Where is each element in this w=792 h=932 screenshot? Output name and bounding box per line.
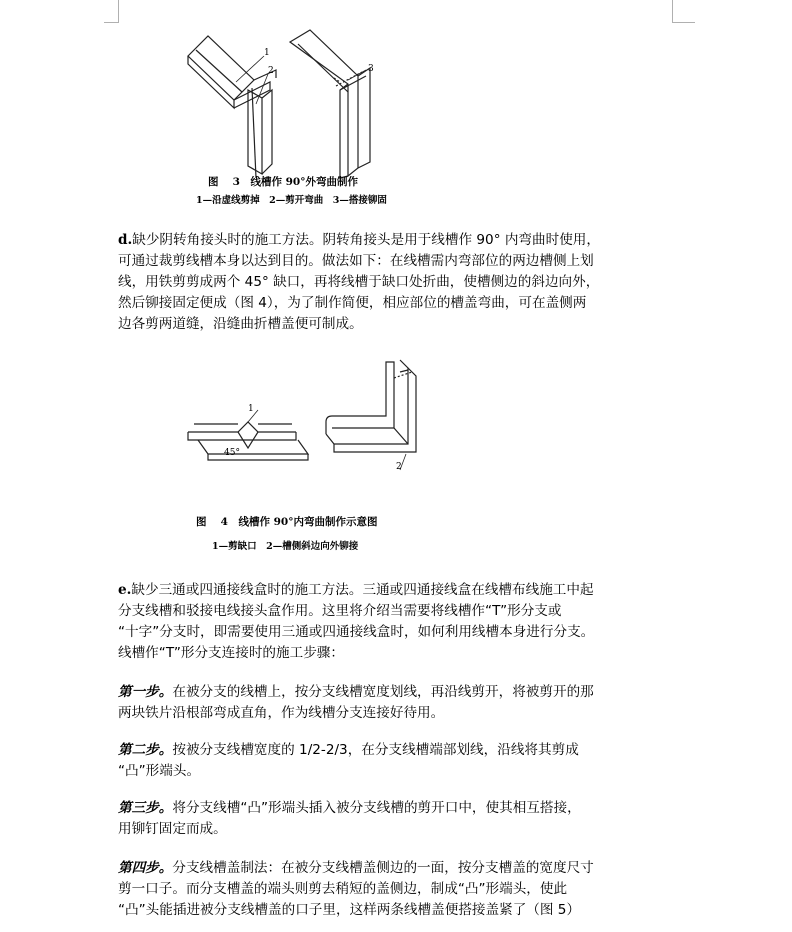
step-4-label: 第四步。 bbox=[118, 860, 173, 876]
step-line: 第二步。按被分支线槽宽度的 1/2-2/3，在分支线槽端部划线，沿线将其剪成 bbox=[118, 742, 579, 758]
figure-3 bbox=[180, 28, 410, 198]
section-e-lead: e. bbox=[118, 582, 132, 598]
section-e-line: e.缺少三通或四通接线盒时的施工方法。三通或四通接线盒在线槽布线施工中起 bbox=[118, 582, 594, 598]
section-d-line: 线，用铁剪剪成两个 45° 缺口，再将线槽于缺口处折曲，使槽侧边的斜边向外， bbox=[118, 274, 600, 290]
step-2-label: 第二步。 bbox=[118, 742, 173, 758]
step-line: 第三步。将分支线槽“凸”形端头插入被分支线槽的剪开口中，使其相互搭接， bbox=[118, 800, 581, 816]
figure-4-callout-angle: 45° bbox=[224, 448, 240, 458]
step-3-label: 第三步。 bbox=[118, 800, 173, 816]
section-e-line: 线槽作“T”形分支连接时的施工步骤： bbox=[118, 645, 344, 661]
step-line: 用铆钉固定而成。 bbox=[118, 821, 227, 837]
step-4-paragraph bbox=[118, 858, 678, 921]
figure-4-caption-title: 图 4 线槽作 90°内弯曲制作示意图 bbox=[196, 516, 378, 528]
step-1-label: 第一步。 bbox=[118, 684, 173, 700]
step-1-paragraph bbox=[118, 682, 678, 724]
step-2-paragraph bbox=[118, 740, 678, 782]
crop-mark-top-right bbox=[672, 0, 695, 23]
section-e-line: 分支线槽和驳接电线接头盒作用。这里将介绍当需要将线槽作“T”形分支或 bbox=[118, 603, 562, 619]
step-line: 两块铁片沿根部弯成直角，作为线槽分支连接好待用。 bbox=[118, 705, 445, 721]
step-line: 剪一口子。而分支槽盖的端头则剪去稍短的盖侧边，制成“凸”形端头，使此 bbox=[118, 881, 568, 897]
figure-3-callout-2: 2 bbox=[268, 66, 274, 76]
figure-4-drawing bbox=[186, 358, 446, 488]
step-line: “凸”形端头。 bbox=[118, 763, 201, 779]
step-line: 第一步。在被分支的线槽上，按分支线槽宽度划线，再沿线剪开，将被剪开的那 bbox=[118, 684, 594, 700]
section-e-line: “十字”分支时，即需要使用三通或四通接线盒时，如何利用线槽本身进行分支。 bbox=[118, 624, 595, 640]
figure-4-callout-1: 1 bbox=[248, 404, 254, 414]
figure-4-callout-2: 2 bbox=[396, 462, 402, 472]
step-line: “凸”头能插进被分支线槽盖的口子里，这样两条线槽盖便搭接盖紧了（图 5） bbox=[118, 902, 581, 918]
figure-4 bbox=[186, 358, 446, 488]
section-d-paragraph bbox=[118, 230, 678, 335]
figure-3-caption-legend: 1—沿虚线剪掉 2—剪开弯曲 3—搭接铆固 bbox=[196, 195, 387, 206]
section-d-line: d.缺少阴转角接头时的施工方法。阴转角接头是用于线槽作 90° 内弯曲时使用， bbox=[118, 232, 600, 248]
figure-3-drawing bbox=[180, 28, 410, 198]
section-d-lead: d. bbox=[118, 232, 133, 248]
section-d-line: 边各剪两道缝，沿缝曲折槽盖便可制成。 bbox=[118, 316, 363, 332]
section-d-line: 然后铆接固定便成（图 4），为了制作简便，相应部位的槽盖弯曲，可在盖侧两 bbox=[118, 295, 587, 311]
figure-3-callout-1: 1 bbox=[264, 48, 270, 58]
crop-mark-top-left bbox=[104, 0, 119, 23]
section-e-paragraph bbox=[118, 580, 678, 664]
figure-3-caption-title: 图 3 线槽作 90°外弯曲制作 bbox=[208, 176, 358, 188]
figure-3-callout-3: 3 bbox=[368, 64, 374, 74]
figure-4-caption-legend: 1—剪缺口 2—槽侧斜边向外铆接 bbox=[212, 541, 359, 552]
step-line: 第四步。分支线槽盖制法：在被分支线槽盖侧边的一面，按分支槽盖的宽度尺寸 bbox=[118, 860, 594, 876]
step-3-paragraph bbox=[118, 798, 678, 840]
section-d-line: 可通过裁剪线槽本身以达到目的。做法如下：在线槽需内弯部位的两边槽侧上划 bbox=[118, 253, 594, 269]
